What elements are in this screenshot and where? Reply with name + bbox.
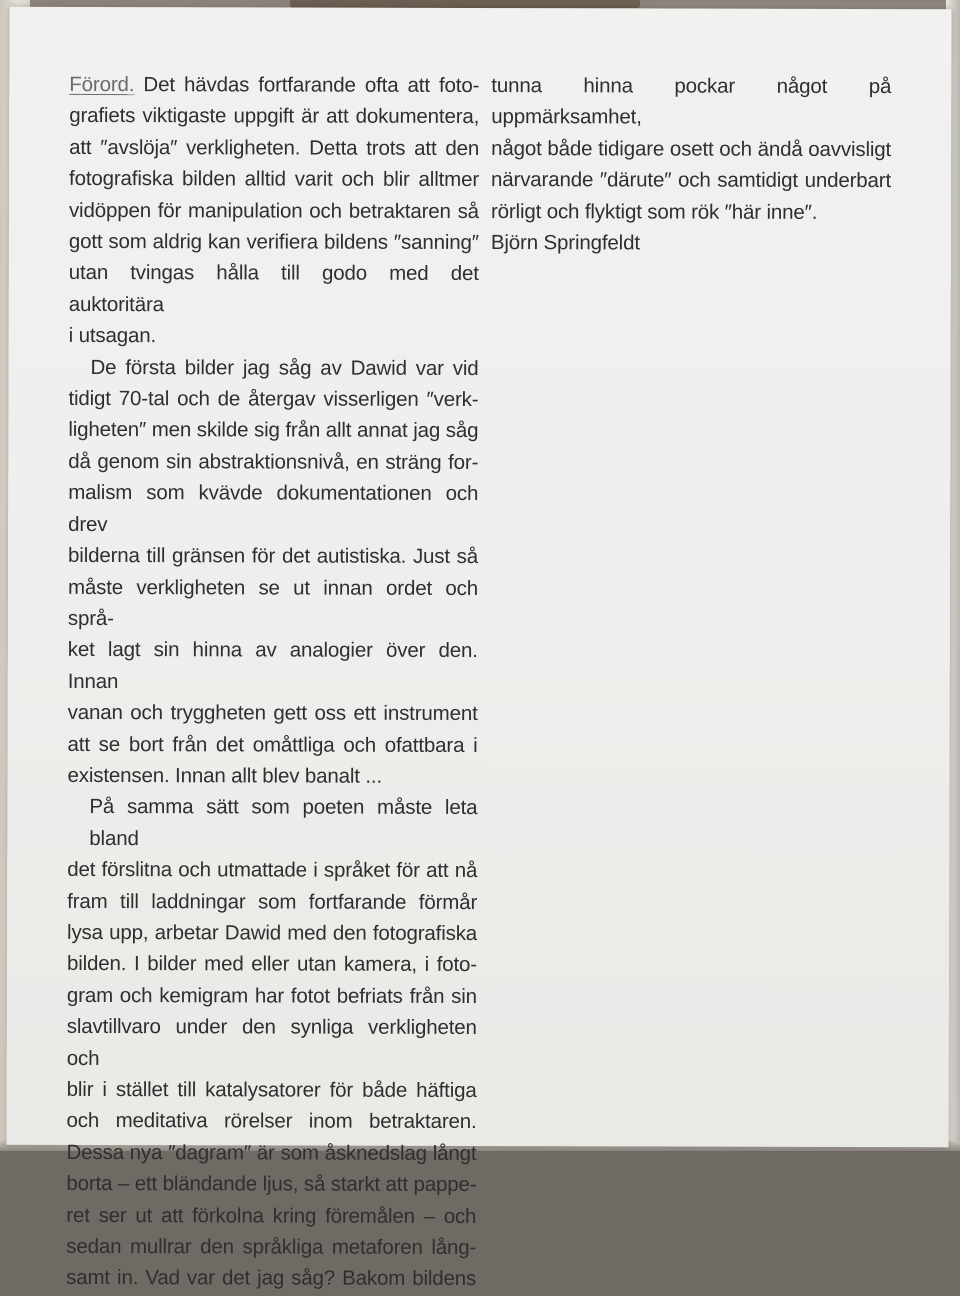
line: något både tidigare osett och ändå oavvisligt (491, 136, 892, 161)
line: bilderna till gränsen för det autistiska. Just så (68, 544, 479, 569)
line: att ″avslöja″ verkligheten. Detta trots att den (69, 135, 480, 160)
author-signature: Björn Springfeldt (490, 231, 640, 255)
document-heading: Förord. (69, 72, 135, 97)
line: i utsagan. (68, 324, 157, 348)
line: vidöppen för manipulation och betraktaren så (68, 198, 479, 223)
line: På samma sätt som poeten måste leta bland (89, 795, 478, 850)
line: gott som aldrig kan verifiera bildens ″sanning″ (68, 229, 479, 255)
line: malism som kvävde dokumentationen och drev (68, 481, 479, 536)
line: att se bort från det omåttliga och ofattbara i (67, 732, 478, 757)
paragraph-2 (67, 352, 478, 793)
line: tidigt 70-tal och de återgav visserligen ″verk- (68, 386, 479, 412)
line: sedan mullrar den språkliga metaforen lång- (66, 1234, 477, 1260)
paragraph-3 (66, 791, 477, 1295)
line: rörligt och flyktigt som rök ″här inne″. (490, 199, 818, 224)
right-column (491, 70, 891, 259)
line: fram till laddningar som fortfarande förmår (67, 889, 478, 914)
line: utan tvingas hålla till godo med det auktoritära (68, 261, 479, 317)
line: Det hävdas fortfarande ofta att foto- (143, 73, 480, 97)
line: måste verkligheten se ut innan ordet och språ- (67, 575, 479, 630)
left-column (66, 69, 479, 1295)
line: tunna hinna pockar något på uppmärksamhet, (491, 74, 892, 129)
paragraph-1 (69, 69, 480, 353)
line: samt in. Vad var det jag såg? Bakom bildens (66, 1266, 477, 1291)
line: De första bilder jag såg av Dawid var vid (90, 355, 479, 380)
line: och meditativa rörelser inom betraktaren. (66, 1109, 477, 1134)
paragraph-continuation (491, 70, 891, 228)
line: ligheten″ men skilde sig från allt annat jag såg (68, 418, 479, 443)
line: fotografiska bilden alltid varit och blir alltmer (69, 167, 480, 192)
line: ket lagt sin hinna av analogier över den. Innan (67, 638, 478, 693)
line: ret ser ut att förkolna kring föremålen – och (66, 1203, 477, 1228)
printed-page (7, 7, 952, 1291)
line: lysa upp, arbetar Dawid med den fotografiska (67, 920, 478, 945)
line: gram och kemigram har fotot befriats från sin (66, 983, 477, 1008)
line: närvarande ″därute″ och samtidigt underbart (491, 168, 892, 193)
line: Dessa nya ″dagram″ är som åsknedslag långt (66, 1140, 477, 1165)
line: det förslitna och utmattade i språket för att nå (67, 858, 478, 883)
line: vanan och tryggheten gett oss ett instrument (67, 701, 478, 726)
line: då genom sin abstraktionsnivå, en sträng for- (68, 449, 479, 474)
line: blir i stället till katalysatorer för både häftiga (66, 1077, 477, 1102)
line: slavtillvaro under den synliga verkligheten och (66, 1015, 477, 1070)
line: bilden. I bilder med eller utan kamera, i foto- (66, 952, 478, 977)
line: grafiets viktigaste uppgift är att dokumentera, (69, 104, 480, 129)
line: existensen. Innan allt blev banalt ... (67, 763, 383, 788)
line: borta – ett bländande ljus, så starkt att pappe- (66, 1172, 477, 1197)
